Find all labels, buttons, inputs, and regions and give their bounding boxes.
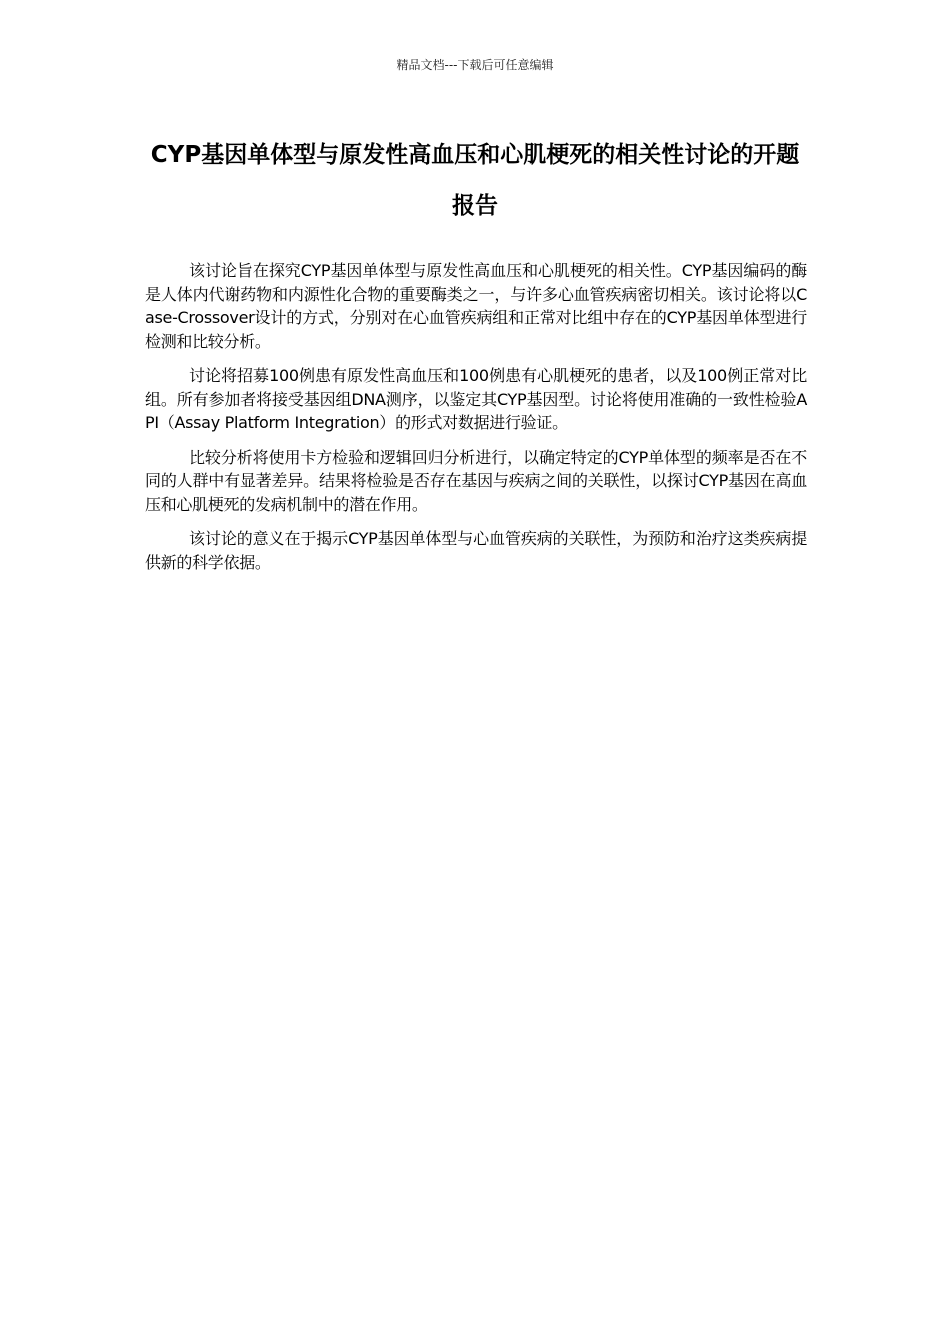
paragraph-2: 讨论将招募100例患有原发性高血压和100例患有心肌梗死的患者，以及100例正常对比组。所有参加者将接受基因组DNA测序，以鉴定其CYP基因型。讨论将使用准确的一致性检验API（Assay Platform Integration）的形式对数据进行验证。 — [145, 366, 807, 432]
header-note: 精品文档---下载后可任意编辑 — [396, 58, 554, 72]
paragraph-4: 该讨论的意义在于揭示CYP基因单体型与心血管疾病的关联性，为预防和治疗这类疾病提供新的科学依据。 — [145, 529, 807, 572]
document-body — [145, 259, 807, 585]
document-title: CYP基因单体型与原发性高血压和心肌梗死的相关性讨论的开题报告 — [150, 142, 800, 219]
paragraph-3: 比较分析将使用卡方检验和逻辑回归分析进行，以确定特定的CYP单体型的频率是否在不同的人群中有显著差异。结果将检验是否存在基因与疾病之间的关联性，以探讨CYP基因在高血压和心肌梗死的发病机制中的潜在作用。 — [145, 447, 807, 514]
paragraph-1: 该讨论旨在探究CYP基因单体型与原发性高血压和心肌梗死的相关性。CYP基因编码的酶是人体内代谢药物和内源性化合物的重要酶类之一，与许多心血管疾病密切相关。该讨论将以Case-Crossover设计的方式，分别对在心血管疾病组和正常对比组中存在的CYP基因单体型进行检测和比较分析。 — [145, 261, 807, 351]
